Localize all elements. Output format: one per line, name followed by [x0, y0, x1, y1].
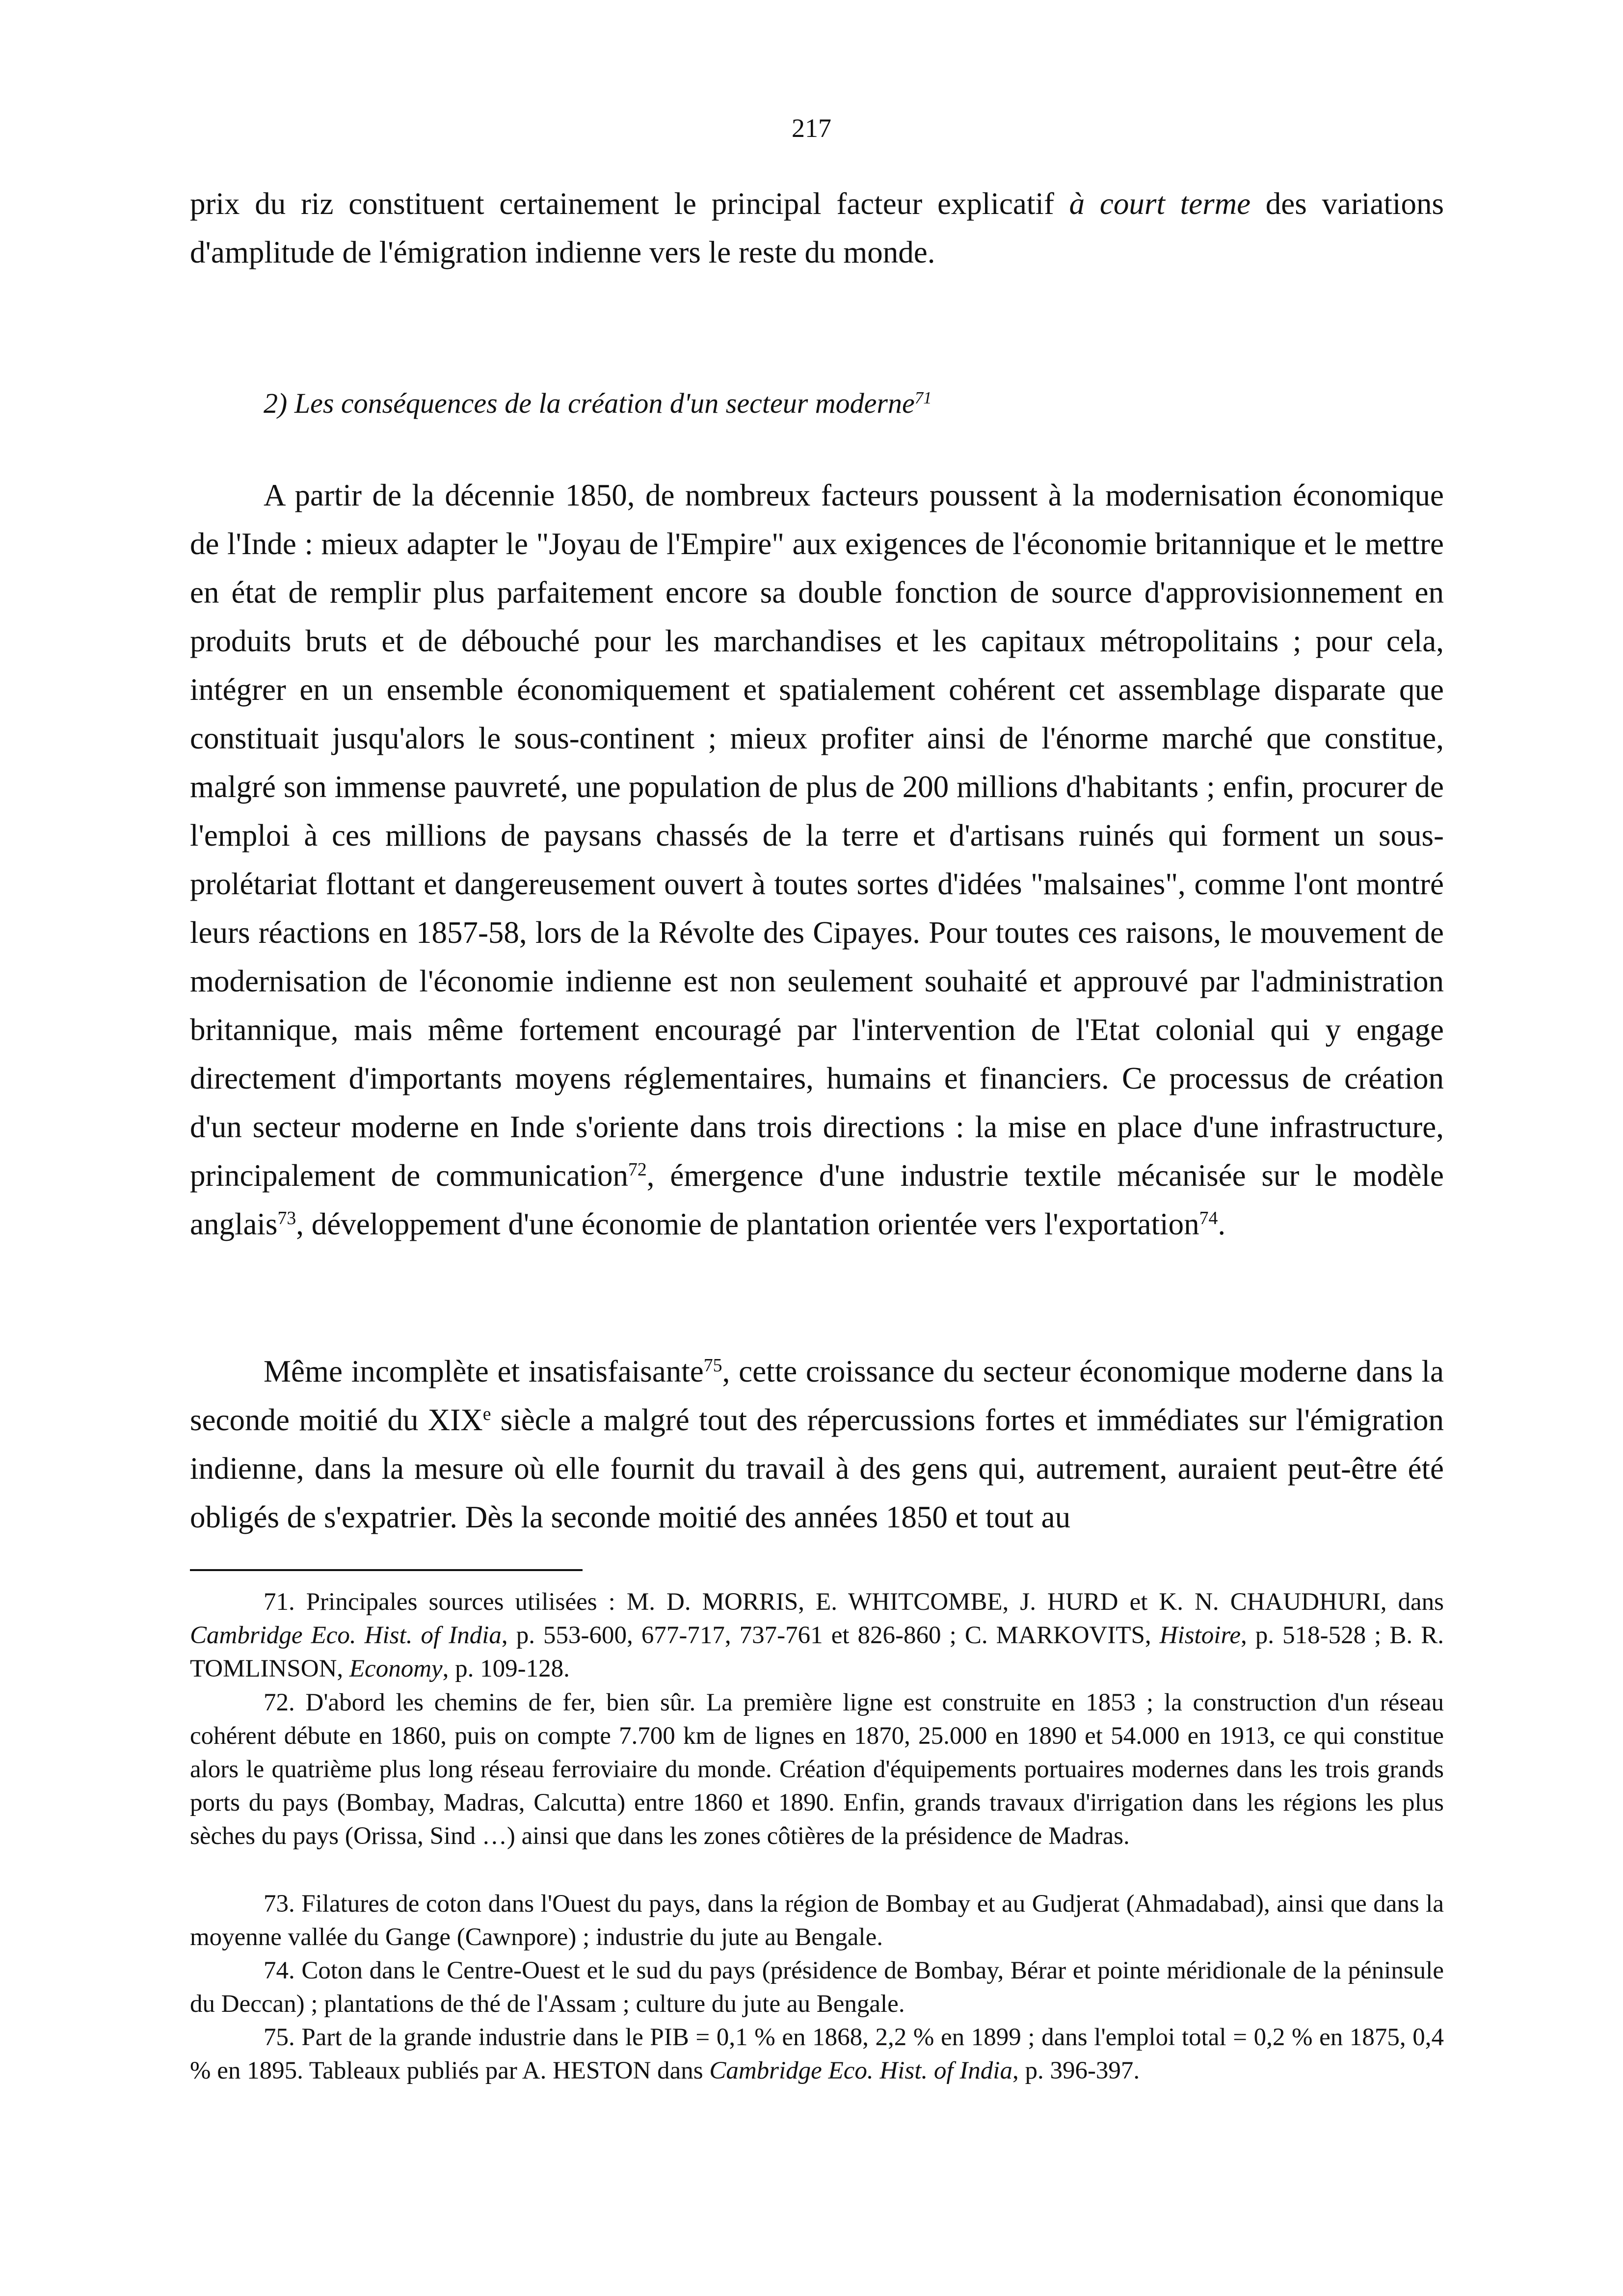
footnote-75-italic-1: Cambridge Eco. Hist. of India — [709, 2057, 1012, 2084]
footnote-74: 74. Coton dans le Centre-Ouest et le sud du pays (présidence de Bombay, Bérar et pointe méridionale de la péninsule du Deccan) ; plantations de thé de l'Assam ; culture du jute au Bengale. — [190, 1957, 1444, 2018]
footnote-ref-72: 72 — [628, 1159, 647, 1180]
footnote-75 — [190, 2021, 1444, 2087]
second-paragraph-text-3: siècle a malgré tout des répercussions fortes et immédiates sur l'émigration indienne, dans la mesure où elle fournit du travail à des gens qui, autrement, auraient peut-être été obligés de s'expatrier. Dès la seconde moitié des années 1850 et tout au — [190, 1403, 1444, 1534]
footnote-75-text-2: , p. 396-397. — [1012, 2057, 1140, 2084]
footnote-ref-74: 74 — [1199, 1208, 1218, 1229]
second-paragraph-text-1: Même incomplète et insatisfaisante — [264, 1354, 704, 1388]
section-heading — [264, 379, 932, 427]
intro-text-end: des variations d'amplitude de l'émigration indienne vers le reste du monde. — [190, 187, 1444, 269]
main-paragraph-text-4: . — [1218, 1207, 1226, 1241]
page-number: 217 — [792, 113, 831, 143]
main-paragraph-text-2: , émergence d'une industrie textile mécanisée sur le modèle anglais — [190, 1158, 1444, 1241]
main-paragraph — [190, 471, 1444, 1249]
main-paragraph-text-1: A partir de la décennie 1850, de nombreux facteurs poussent à la modernisation économique de l'Inde : mieux adapter le "Joyau de l'Empire" aux exigences de l'économie britannique et le mettre en état de remplir plus parfaitement encore sa double fonction de source d'approvisionnement en produits bruts et de débouché pour les marchandises et les capitaux métropolitains ; pour cela, intégrer en un ensemble économiquement et spatialement cohérent cet assemblage disparate que constituait jusqu'alors le sous-continent ; mieux profiter ainsi de l'énorme marché que constitue, malgré son immense pauvreté, une population de plus de 200 millions d'habitants ; enfin, procurer de l'emploi à ces millions de paysans chassés de la terre et d'artisans ruinés qui forment un sous-prolétariat flottant et dangereusement ouvert à toutes sortes d'idées "malsaines", comme l'ont montré leurs réactions en 1857-58, lors de la Révolte des Cipayes. Pour toutes ces raisons, le mouvement de modernisation de l'économie indienne est non seulement souhaité et approuvé par l'administration britannique, mais même fortement encouragé par l'intervention de l'Etat colonial qui y engage directement d'importants moyens réglementaires, humains et financiers. Ce processus de création d'un secteur moderne en Inde s'oriente dans trois directions : la mise en place d'une infrastructure, principalement de communication — [190, 478, 1444, 1193]
footnote-71-italic-3: Economy — [349, 1655, 443, 1682]
century-superscript: e — [482, 1404, 491, 1425]
footnote-73: 73. Filatures de coton dans l'Ouest du pays, dans la région de Bombay et au Gudjerat (Ahmadabad), ainsi que dans la moyenne vallée du Gange (Cawnpore) ; industrie du jute au Bengale. — [190, 1890, 1444, 1951]
footnote-71-italic-1: Cambridge Eco. Hist. of India — [190, 1622, 502, 1649]
footnote-71-text-2: , p. 553-600, 677-717, 737-761 et 826-860 ; C. MARKOVITS, — [501, 1622, 1160, 1649]
footnote-ref-75: 75 — [703, 1355, 722, 1376]
footnote-71-text-3: , p. 518-528 ; B. R. TOMLINSON, — [190, 1622, 1444, 1682]
footnote-separator — [190, 1569, 583, 1571]
section-heading-text: 2) Les conséquences de la création d'un secteur moderne — [264, 387, 915, 419]
footnote-72: 72. D'abord les chemins de fer, bien sûr. La première ligne est construite en 1853 ; la construction d'un réseau cohérent débute en 1860, puis on compte 7.700 km de lignes en 1870, 25.000 en 1890 et 54.000 en 1913, ce qui constitue alors le quatrième plus long réseau ferroviaire du monde. Création d'équipements portuaires modernes dans les trois grands ports du pays (Bombay, Madras, Calcutta) entre 1860 et 1890. Enfin, grands travaux d'irrigation dans les régions les plus sèches du pays (Orissa, Sind …) ainsi que dans les zones côtières de la présidence de Madras. — [190, 1689, 1444, 1850]
footnote-ref-71: 71 — [914, 388, 932, 407]
footnote-ref-73: 73 — [277, 1208, 296, 1229]
second-paragraph-text-2: , cette croissance du secteur économique moderne dans la seconde moitié du XIX — [190, 1354, 1444, 1437]
footnote-71-text-4: , p. 109-128. — [442, 1655, 570, 1682]
main-paragraph-text-3: , développement d'une économie de plantation orientée vers l'exportation — [296, 1207, 1199, 1241]
second-paragraph — [190, 1347, 1444, 1542]
footnote-71-italic-2: Histoire — [1159, 1622, 1241, 1649]
footnote-71 — [190, 1585, 1444, 1685]
footnote-75-text-1: 75. Part de la grande industrie dans le PIB = 0,1 % en 1868, 2,2 % en 1899 ; dans l'emploi total = 0,2 % en 1875, 0,4 % en 1895. Tableaux publiés par A. HESTON dans — [190, 2024, 1444, 2084]
footnote-71-text-1: 71. Principales sources utilisées : M. D. MORRIS, E. WHITCOMBE, J. HURD et K. N. CHAUDHURI, dans — [264, 1588, 1444, 1616]
intro-italic-phrase: à court terme — [1069, 187, 1251, 221]
intro-paragraph — [190, 180, 1444, 277]
intro-text-start: prix du riz constituent certainement le principal facteur explicatif — [190, 187, 1069, 221]
